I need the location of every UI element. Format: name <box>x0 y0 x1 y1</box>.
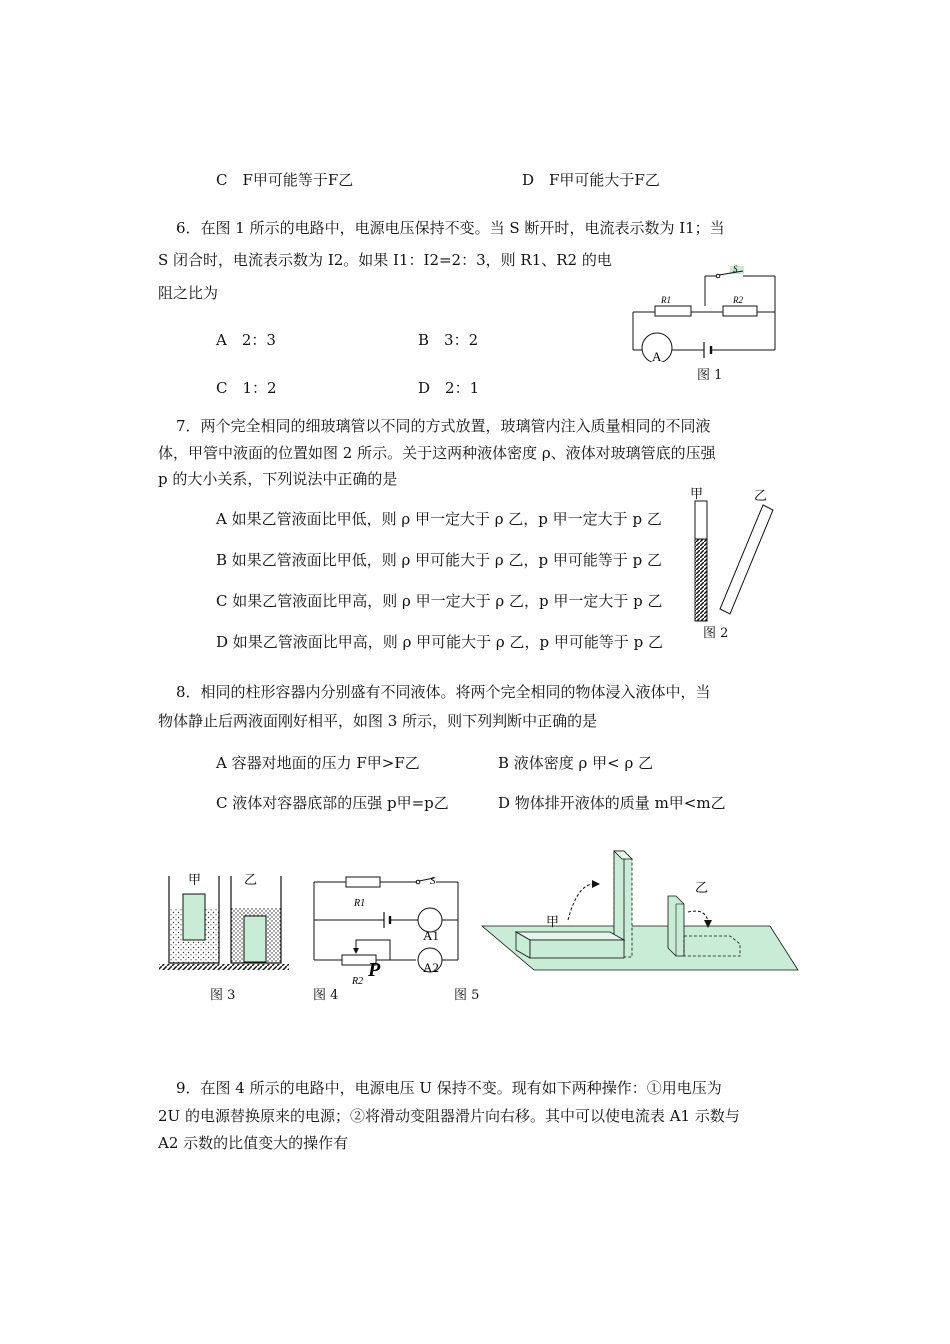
fig5-arrow-jia <box>568 884 596 920</box>
figure-2-caption: 图 2 <box>703 626 729 641</box>
q9-stem-line2: 2U 的电源替换原来的电源；②将滑动变阻器滑片向右移。其中可以使电流表 A1 示数与 <box>158 1107 740 1125</box>
fig3-object-jia <box>183 894 205 940</box>
q6-option-d: D 2：1 <box>418 379 480 397</box>
figure-5-caption: 图 5 <box>454 988 480 1003</box>
figure-3-containers <box>157 866 292 976</box>
q9-stem-line3: A2 示数的比值变大的操作有 <box>158 1134 349 1152</box>
figure-2-tubes <box>680 486 790 626</box>
q6-option-a: A 2：3 <box>216 331 276 349</box>
q7-option-b: B 如果乙管液面比甲低，则 ρ 甲可能大于 ρ 乙，p 甲可能等于 p 乙 <box>216 551 663 569</box>
q8-stem-line2: 物体静止后两液面刚好相平，如图 3 所示，则下列判断中正确的是 <box>158 712 598 730</box>
q8-option-d: D 物体排开液体的质量 m甲<m乙 <box>498 794 726 812</box>
figure-1-caption: 图 1 <box>697 368 723 383</box>
tube-yi <box>720 505 773 614</box>
resistor-r2 <box>723 306 757 316</box>
q8-option-a: A 容器对地面的压力 F甲>F乙 <box>216 754 420 772</box>
fig4-switch-label: S <box>430 875 436 887</box>
fig4-r1-label: R1 <box>354 898 366 909</box>
q7-option-c: C 如果乙管液面比甲高，则 ρ 甲一定大于 ρ 乙，p 甲一定大于 p 乙 <box>216 592 663 610</box>
fig3-yi-label: 乙 <box>244 872 258 887</box>
fig1-r2-label: R2 <box>733 295 743 305</box>
fig5-jia-label: 甲 <box>546 914 560 929</box>
fig5-jia-lying-top <box>516 932 624 940</box>
fig5-yi-label: 乙 <box>695 880 709 895</box>
q6-stem-line2: S 闭合时，电流表示数为 I2。如果 I1：I2=2：3，则 R1、R2 的电 <box>158 251 612 269</box>
q6-stem-line3: 阻之比为 <box>158 284 219 302</box>
fig4-a1-label: A1 <box>423 928 439 943</box>
fig4-slider-arrow <box>353 948 359 954</box>
q7-option-d: D 如果乙管液面比甲高，则 ρ 甲可能大于 ρ 乙，p 甲可能等于 p 乙 <box>216 633 664 651</box>
q9-stem-line1: 9．在图 4 所示的电路中，电源电压 U 保持不变。现有如下两种操作：①用电压为 <box>176 1079 722 1097</box>
figure-4-caption: 图 4 <box>313 988 339 1003</box>
figure-3-caption: 图 3 <box>210 988 236 1003</box>
q7-stem-line3: p 的大小关系，下列说法中正确的是 <box>158 470 398 488</box>
q6-option-c: C 1：2 <box>216 379 277 397</box>
fig4-a2-label: A2 <box>423 960 439 975</box>
q8-option-b: B 液体密度 ρ 甲< ρ 乙 <box>498 754 654 772</box>
q5-option-c: C F甲可能等于F乙 <box>216 171 354 189</box>
fig4-resistor-r1 <box>346 877 380 887</box>
fig2-yi-label: 乙 <box>754 488 768 503</box>
figure-5-blocks <box>480 846 802 976</box>
q6-option-b: B 3：2 <box>418 331 479 349</box>
fig3-jia-label: 甲 <box>188 872 202 887</box>
fig1-switch-label: S <box>733 264 738 274</box>
figure-4-circuit <box>306 868 471 988</box>
fig5-arrow-jia-head <box>592 880 600 888</box>
fig3-ground <box>159 964 289 970</box>
tube-jia-liquid <box>695 539 707 621</box>
q7-option-a: A 如果乙管液面比甲低，则 ρ 甲一定大于 ρ 乙，p 甲一定大于 p 乙 <box>216 510 662 528</box>
q8-stem-line1: 8．相同的柱形容器内分别盛有不同液体。将两个完全相同的物体浸入液体中，当 <box>176 683 711 701</box>
fig4-r2-label: R2 <box>352 976 364 987</box>
q7-stem-line2: 体，甲管中液面的位置如图 2 所示。关于这两种液体密度 ρ、液体对玻璃管底的压强 <box>158 444 716 462</box>
resistor-r1 <box>655 306 691 316</box>
fig1-r1-label: R1 <box>661 295 671 305</box>
fig5-jia-lying-front <box>530 940 624 958</box>
q6-stem-line1: 6．在图 1 所示的电路中，电源电压保持不变。当 S 断开时，电流表示数为 I1；当 <box>176 219 725 237</box>
fig1-ammeter-label: A <box>652 349 662 362</box>
fig3-object-yi <box>244 916 266 962</box>
fig5-jia-standing-front <box>614 851 624 949</box>
figure-1-circuit <box>625 262 785 362</box>
fig2-jia-label: 甲 <box>690 486 704 501</box>
q5-option-d: D F甲可能大于F乙 <box>522 171 660 189</box>
q7-stem-line1: 7．两个完全相同的细玻璃管以不同的方式放置，玻璃管内注入质量相同的不同液 <box>176 417 711 435</box>
q8-option-c: C 液体对容器底部的压强 p甲=p乙 <box>216 794 449 812</box>
fig4-slider-p-label: P <box>368 959 381 981</box>
